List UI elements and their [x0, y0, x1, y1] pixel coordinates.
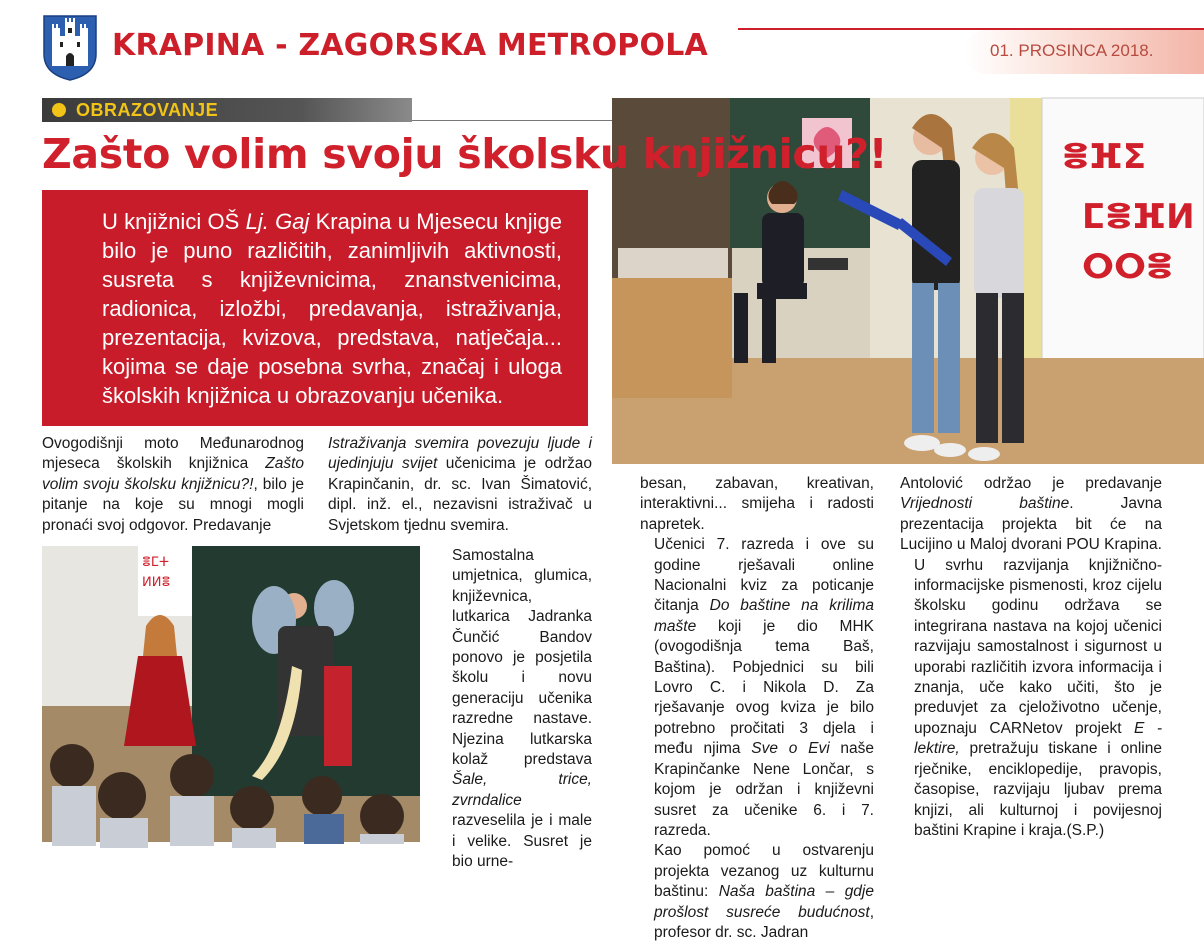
col4-text-c: . Javna prezentacija projekta bit će na Lucijino u Maloj dvorani POU Krapina. — [900, 495, 1162, 554]
svg-text:ⵍⵍⴻ: ⵍⵍⴻ — [142, 575, 171, 590]
issue-date: 01. PROSINCA 2018. — [990, 41, 1154, 60]
col1-motto: Zašto volim svoju školsku knjižnicu?! — [42, 455, 304, 493]
section-tag: OBRAZOVANJE — [76, 100, 219, 120]
col2-text-e: razveselila je i male i velike. Susret je bio urne- — [452, 812, 592, 871]
photo-puppet-show — [42, 546, 420, 842]
col3-text-a: besan, zabavan, kreativan, interaktivni... smijeha i radosti napretek. — [640, 475, 874, 533]
col4-lecture-title: Vrijednosti baštine — [900, 495, 1070, 513]
column-4 — [900, 474, 1162, 841]
col3-text-f: naše Krapinčanke Nene Lončar, s kojom je održan i književni susret za učenike 6. i 7. razreda. — [654, 740, 874, 839]
column-2 — [328, 434, 592, 536]
col3-project-title: Naša baština – gdje prošlost susreće budućnost — [654, 883, 874, 921]
lead-text-pre: U knjižnici OŠ — [102, 209, 246, 234]
col4-text-f: pretražuju tiskane i online rječnike, enciklopedije, pravopis, časopise, razvijaju ljubav prema knjizi, ali kulturnoj i povijesnoj baštini Krapine i kraja.(S.P.) — [914, 740, 1162, 839]
svg-text:ⴻⵎⵜ: ⴻⵎⵜ — [142, 555, 169, 570]
col2-lecture-title: Istraživanja svemira povezuju ljude i ujedinjuju svijet — [328, 435, 592, 473]
col4-text-a: Antolović održao je predavanje — [900, 475, 1162, 492]
article-headline: Zašto volim svoju školsku knjižnicu?! — [42, 130, 888, 178]
col2-text-c: Samostalna umjetnica, glumica, književnica, lutkarica Jadranka Čunčić Bandov ponovo je posjetila školu i novu generaciju učenika razredne nastave. Njezina lutkarska kolaž predstava — [452, 547, 592, 769]
column-3 — [640, 474, 874, 943]
svg-text:ⵔⵔⴻ: ⵔⵔⴻ — [1082, 247, 1174, 287]
col3-text-g: Kao pomoć u ostvarenju projekta vezanog uz kulturnu baštinu: — [654, 842, 874, 901]
col4-project-name: E - lektire, — [914, 719, 1162, 758]
col3-text-b: Učenici 7. razreda i ove su godine rješavali online Nacionalni kviz za poticanje čitanja — [654, 536, 874, 615]
col3-text-d: koji je dio MHK (ovogodišnja tema Baš, Baština). Pobjednici su bili Lovro C. i Nikola D. Za rješavanje ovog kviza je bilo potrebno pročitati 3 djela i među njima — [654, 617, 874, 758]
col4-text-d: U svrhu razvijanja knjižnično-informacijske pismenosti, kroz cijelu školsku godinu održava se integrirana nastava na kojoj učenici razvijaju samostalnost i sigurnost u uporabi različitih izvora informacija i znanja, uče kako učiti, što je preduvjet za cjeloživotno učenje, upoznaju CARNetov projekt — [914, 556, 1162, 737]
lead-school-name: Lj. Gaj — [245, 209, 310, 234]
column-2-continued — [438, 546, 592, 873]
col1-text-a: Ovogodišnji moto Međunarodnog mjeseca školskih knjižnica — [42, 435, 304, 473]
col2-show-title: Šale, trice, zvrndalice — [452, 771, 592, 809]
svg-text:ⵎⴻⴼⵍ: ⵎⴻⴼⵍ — [1082, 197, 1195, 237]
col3-text-i: , profesor dr. sc. Jadran — [654, 903, 874, 941]
col3-quiz-title: Do baštine na krilima mašte — [654, 597, 874, 635]
masthead-title: KRAPINA - ZAGORSKA METROPOLA — [112, 28, 708, 63]
column-1 — [42, 434, 304, 536]
lead-box — [42, 190, 588, 426]
svg-text:ⴻⴼⵉ: ⴻⴼⵉ — [1062, 137, 1147, 177]
section-rule — [412, 120, 612, 121]
section-dot-icon — [52, 103, 66, 117]
col2-text-b: učenicima je održao Krapinčanin, dr. sc. Ivan Šimatović, dipl. inž. el., nezavisni istraživač u Svjetskom tjednu svemira. — [328, 455, 592, 534]
col3-book-title: Sve o Evi — [751, 740, 830, 758]
lead-text-post: Krapina u Mjesecu knjige bilo je puno različitih, zanimljivih aktivnosti, susreta s književnicima, znanstvenicima, radionica, izložbi, predavanja, istraživanja, prezentacija, kvizova, predstava, natječaja... kojima se daje posebna svrha, značaj i uloga školskih knjižnica u obrazovanju učenika. — [102, 209, 562, 408]
krapina-crest-icon — [42, 14, 98, 82]
col1-text-c: , bilo je pitanje na koje su mnogi mogli pronaći svoj odgovor. Predavanje — [42, 475, 304, 534]
